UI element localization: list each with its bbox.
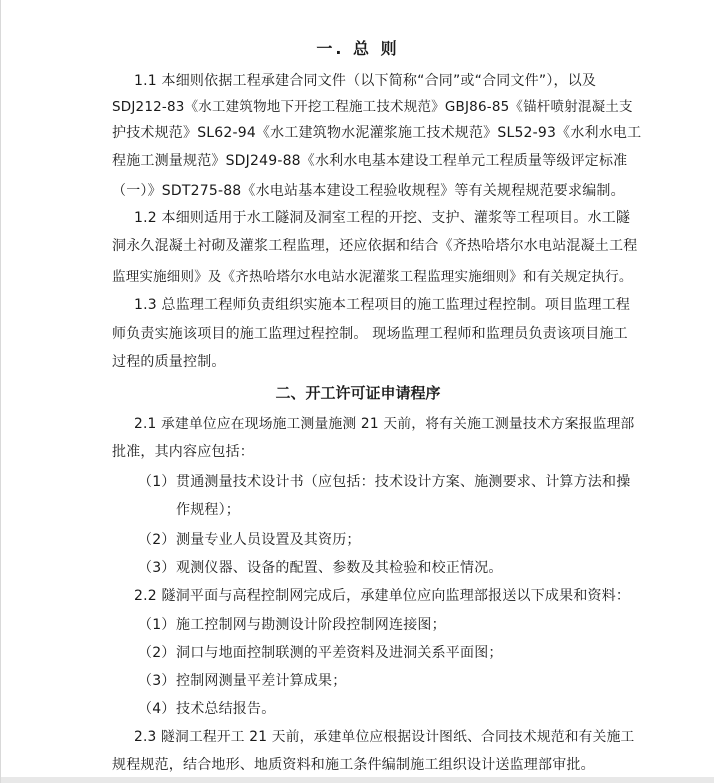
horizontal-scrollbar[interactable] xyxy=(1,777,714,783)
paragraph-1-3-line-1: 1.3 总监理工程师负责组织实施本工程项目的施工监理过程控制。项目监理工程 xyxy=(134,297,631,313)
paragraph-1-1-line-2: SDJ212-83《水工建筑物地下开挖工程施工技术规范》GBJ86-85《锚杆喷射混凝土支 xyxy=(112,99,633,115)
list-2-item-4-text: 技术总结报告。 xyxy=(176,701,276,717)
list-1-item-1-continuation: 作规程）； xyxy=(176,502,240,518)
list-1-item-2-text: 测量专业人员设置及其资历； xyxy=(176,532,361,548)
list-1-item-1-number: （1） xyxy=(138,474,176,490)
list-1-item-2-number: （2） xyxy=(138,532,176,548)
paragraph-1-1-line-3: 护技术规范》SL62-94《水工建筑物水泥灌浆施工技术规范》SL52-93《水利水电工 xyxy=(112,125,642,141)
list-2-item-3-number: （3） xyxy=(138,673,176,689)
list-2-item-1-number: （1） xyxy=(138,617,176,633)
paragraph-1-2-line-3: 监理实施细则》及《齐热哈塔尔水电站水泥灌浆工程监理实施细则》和有关规定执行。 xyxy=(112,269,633,285)
paragraph-2-1-line-2: 批准，其内容应包括： xyxy=(112,444,254,460)
paragraph-1-1-line-1: 1.1 本细则依据工程承建合同文件（以下简称“合同”或“合同文件”），以及 xyxy=(134,73,597,89)
list-1-item-3-number: （3） xyxy=(138,560,176,576)
paragraph-1-3-line-3: 过程的质量控制。 xyxy=(112,354,226,370)
list-1-item-3-text: 观测仪器、设备的配置、参数及其检验和校正情况。 xyxy=(176,560,503,576)
paragraph-2-1-line-1: 2.1 承建单位应在现场施工测量施测 21 天前，将有关施工测量技术方案报监理部 xyxy=(134,416,635,432)
paragraph-1-1-line-5: （一）》SDT275-88《水电站基本建设工程验收规程》等有关规程规范要求编制。 xyxy=(112,183,625,199)
paragraph-2-3-line-2: 规程规范，结合地形、地质资料和施工条件编制施工组织设计送监理部审批。 xyxy=(112,757,595,773)
paragraph-1-2-line-2: 洞永久混凝土衬砌及灌浆工程监理，还应依据和结合《齐热哈塔尔水电站混凝土工程 xyxy=(112,238,638,254)
list-1-item-1-text: 贯通测量技术设计书（应包括：技术设计方案、施测要求、计算方法和操 xyxy=(176,474,631,490)
list-2-item-4-number: （4） xyxy=(138,701,176,717)
paragraph-1-2-line-1: 1.2 本细则适用于水工隧洞及洞室工程的开挖、支护、灌浆等工程项目。水工隧 xyxy=(134,210,631,226)
list-2-item-3-text: 控制网测量平差计算成果； xyxy=(176,673,347,689)
paragraph-1-1-line-4: 程施工测量规范》SDJ249-88《水利水电基本建设工程单元工程质量等级评定标准 xyxy=(112,153,628,169)
list-2-item-2-number: （2） xyxy=(138,645,176,661)
paragraph-1-3-line-2: 师负责实施该项目的施工监理过程控制。 现场监理工程师和监理员负责该项目施工 xyxy=(112,326,628,342)
section-1-title: 一. 总 则 xyxy=(316,39,400,58)
paragraph-2-3-line-1: 2.3 隧洞工程开工 21 天前，承建单位应根据设计图纸、合同技术规范和有关施工 xyxy=(134,729,635,745)
list-2-item-1-text: 施工控制网与勘测设计阶段控制网连接图； xyxy=(176,617,446,633)
list-2-item-2-text: 洞口与地面控制联测的平差资料及进洞关系平面图； xyxy=(176,645,503,661)
paragraph-2-2: 2.2 隧洞平面与高程控制网完成后，承建单位应向监理部报送以下成果和资料： xyxy=(134,588,631,604)
section-2-title: 二、开工许可证申请程序 xyxy=(275,384,441,402)
